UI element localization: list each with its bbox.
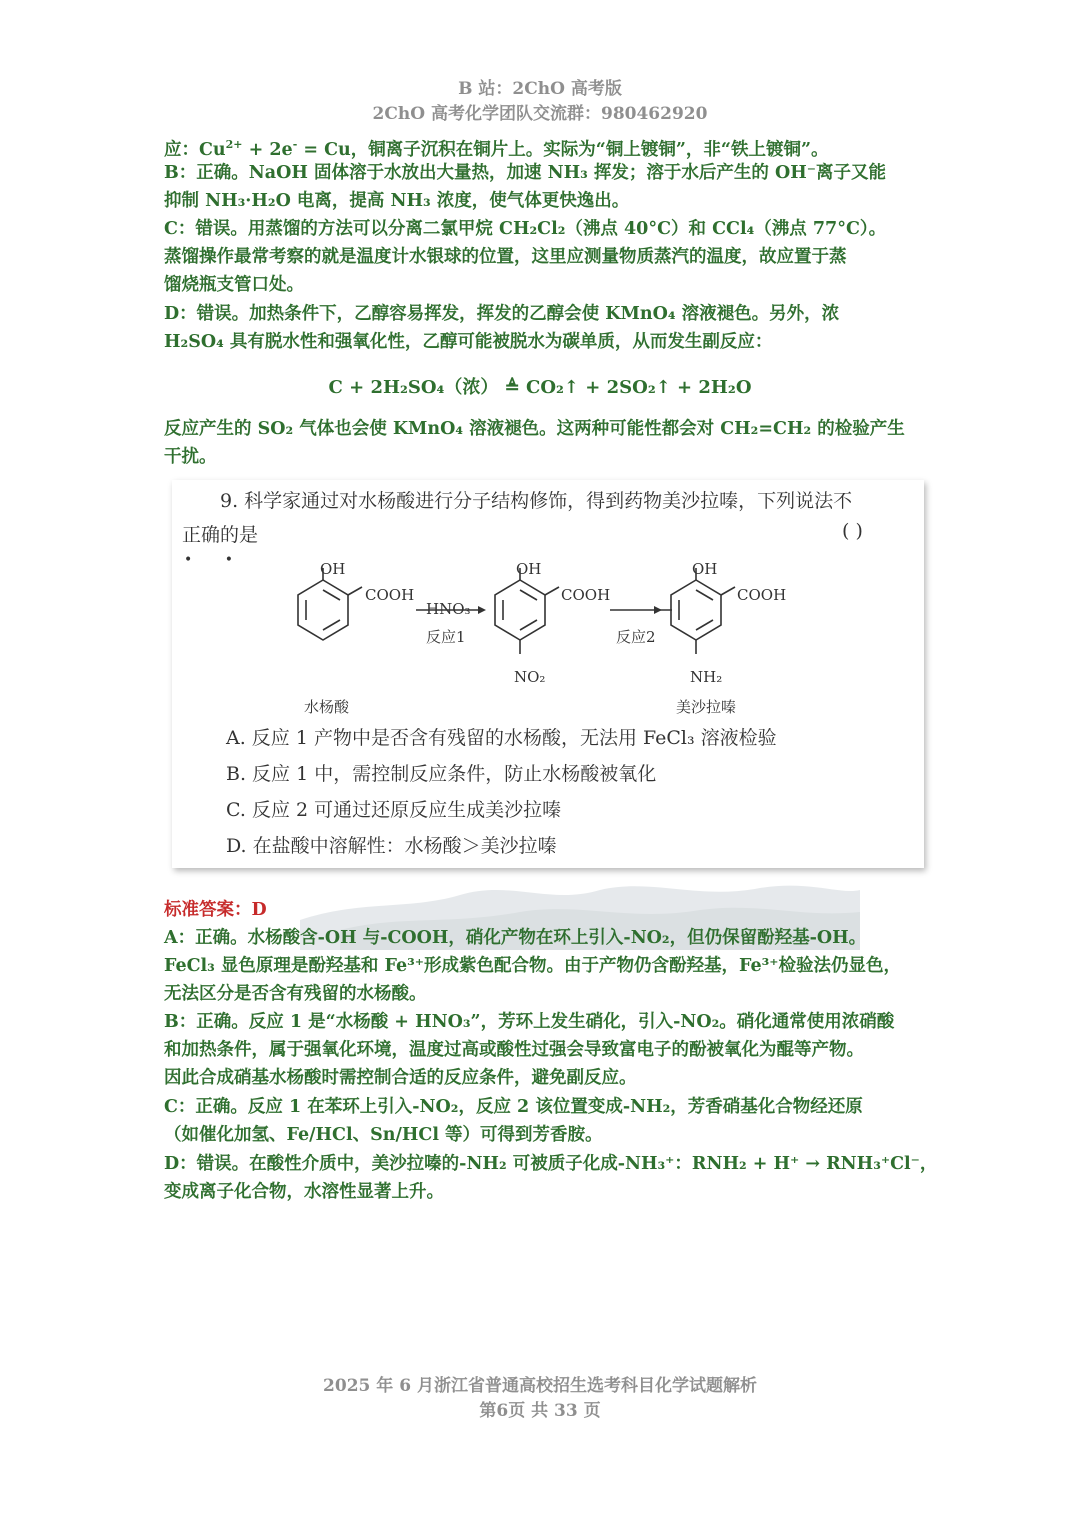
- header-site: B 站：2ChO 高考版: [458, 79, 622, 99]
- m3-nh2-label: NH₂: [690, 668, 723, 686]
- answer9-a3: 无法区分是否含有残留的水杨酸。: [164, 984, 427, 1004]
- m3-cooh-label: COOH: [737, 586, 787, 604]
- page-number: 第6页 共 33 页: [479, 1401, 601, 1421]
- reaction-equation: C + 2H₂SO₄（浓） ≜ CO₂↑ + 2SO₂↑ + 2H₂O: [328, 377, 752, 398]
- answer-bracket: ( ): [842, 520, 863, 542]
- m3-name-label: 美沙拉嗪: [676, 698, 737, 716]
- answer8-c-line3: 馏烧瓶支管口处。: [164, 275, 304, 295]
- answer8-c-line2: 蒸馏操作最常考察的就是温度计水银球的位置，这里应测量物质蒸汽的温度，故应置于蒸: [164, 247, 847, 267]
- emphasis-dots: • •: [184, 552, 247, 568]
- arrow1-bottom-label: 反应1: [426, 628, 466, 646]
- answer9-b3: 因此合成硝基水杨酸时需控制合适的反应条件，避免副反应。: [164, 1068, 637, 1088]
- option-a: A. 反应 1 产物中是否含有残留的水杨酸，无法用 FeCl₃ 溶液检验: [226, 727, 777, 749]
- answer8-b-line2: 抑制 NH₃·H₂O 电离，提高 NH₃ 浓度，使气体更快逸出。: [164, 191, 630, 211]
- text-part: 应：Cu: [164, 140, 226, 160]
- text-part: + 2e: [242, 140, 293, 160]
- m1-cooh-label: COOH: [365, 586, 415, 604]
- superscript: -: [292, 138, 298, 151]
- m1-oh-label: OH: [320, 560, 346, 578]
- question9-image: [172, 480, 924, 868]
- m2-oh-label: OH: [516, 560, 542, 578]
- question9-title-cont: 正确的是: [182, 524, 259, 546]
- answer8-d-line1: D：错误。加热条件下，乙醇容易挥发，挥发的乙醇会使 KMnO₄ 溶液褪色。另外，浓: [164, 304, 840, 324]
- answer9-b2: 和加热条件，属于强氧化环境，温度过高或酸性过强会导致富电子的酚被氧化为醌等产物。: [164, 1040, 864, 1060]
- reaction-scheme: [172, 562, 924, 712]
- arrow2-bottom-label: 反应2: [616, 628, 656, 646]
- m1-name-label: 水杨酸: [304, 698, 350, 716]
- answer9-a2: FeCl₃ 显色原理是酚羟基和 Fe³⁺形成紫色配合物。由于产物仍含酚羟基，Fe³⁺检验法仍显色，: [164, 956, 902, 976]
- answer9-b1: B：正确。反应 1 是“水杨酸 + HNO₃”，芳环上发生硝化，引入-NO₂。硝化通常使用浓硝酸: [164, 1012, 895, 1032]
- header-group: 2ChO 高考化学团队交流群：980462920: [372, 104, 708, 124]
- standard-answer: 标准答案：D: [164, 900, 267, 920]
- superscript: 2+: [225, 138, 243, 151]
- answer8-b-line1: B：正确。NaOH 固体溶于水放出大量热，加速 NH₃ 挥发；溶于水后产生的 OH⁻离子又能: [164, 163, 886, 183]
- answer9-d1: D：错误。在酸性介质中，美沙拉嗪的-NH₂ 可被质子化成-NH₃⁺：RNH₂ + H⁺ → RNH₃⁺Cl⁻，: [164, 1154, 938, 1174]
- option-c: C. 反应 2 可通过还原反应生成美沙拉嗪: [226, 799, 562, 821]
- option-d: D. 在盐酸中溶解性：水杨酸＞美沙拉嗪: [226, 835, 557, 857]
- answer8-d-line3: 反应产生的 SO₂ 气体也会使 KMnO₄ 溶液褪色。这两种可能性都会对 CH₂=CH₂ 的检验产生: [164, 419, 905, 439]
- answer8-a-continuation: [164, 134, 924, 161]
- answer9-c1: C：正确。反应 1 在苯环上引入-NO₂，反应 2 该位置变成-NH₂，芳香硝基化合物经还原: [164, 1097, 863, 1117]
- m3-oh-label: OH: [692, 560, 718, 578]
- arrow1-top-label: HNO₃: [426, 600, 471, 618]
- question9-title: 9. 科学家通过对水杨酸进行分子结构修饰，得到药物美沙拉嗪，下列说法不: [220, 490, 853, 512]
- answer9-c2: （如催化加氢、Fe/HCl、Sn/HCl 等）可得到芳香胺。: [164, 1125, 603, 1145]
- m2-cooh-label: COOH: [561, 586, 611, 604]
- m2-no2-label: NO₂: [514, 668, 546, 686]
- answer8-d-line2: H₂SO₄ 具有脱水性和强氧化性，乙醇可能被脱水为碳单质，从而发生副反应：: [164, 332, 773, 352]
- answer9-a1: A：正确。水杨酸含-OH 与-COOH，硝化产物在环上引入-NO₂，但仍保留酚羟基-OH。: [164, 928, 867, 948]
- option-b: B. 反应 1 中，需控制反应条件，防止水杨酸被氧化: [226, 763, 657, 785]
- answer8-c-line1: C：错误。用蒸馏的方法可以分离二氯甲烷 CH₂Cl₂（沸点 40°C）和 CCl₄（沸点 77°C）。: [164, 219, 887, 239]
- text-part: = Cu，铜离子沉积在铜片上。实际为“铜上镀铜”，非“铁上镀铜”。: [297, 140, 829, 160]
- answer8-d-line4: 干扰。: [164, 447, 217, 467]
- answer9-d2: 变成离子化合物，水溶性显著上升。: [164, 1182, 444, 1202]
- footer-title: 2025 年 6 月浙江省普通高校招生选考科目化学试题解析: [323, 1376, 757, 1396]
